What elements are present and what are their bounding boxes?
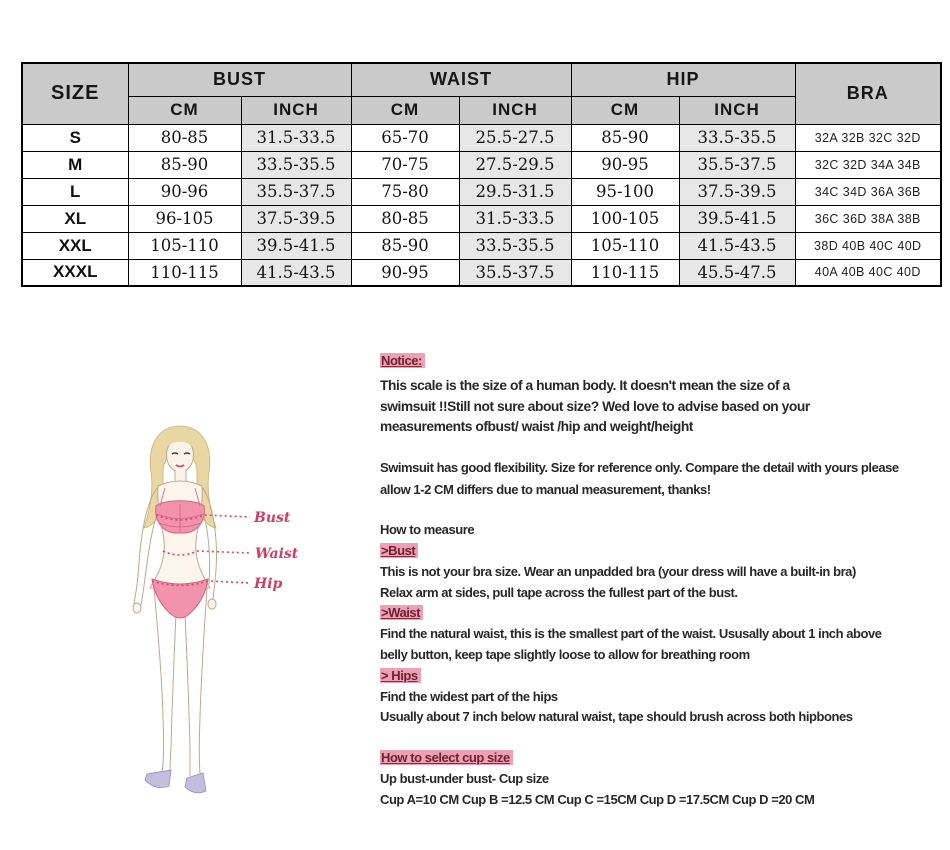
cup-size-heading-line: [380, 748, 938, 769]
bust-cm-cell: 96-105: [128, 205, 241, 232]
size-cell: M: [22, 151, 128, 178]
notice-line-3: measurements ofbust/ waist /hip and weight/height: [380, 419, 693, 435]
waist-instruction-2: belly button, keep tape slightly loose to allow for breathing room: [380, 646, 750, 662]
spacer: [380, 501, 938, 520]
hip-cm-cell: 95-100: [571, 178, 679, 205]
measurement-guide-text: [380, 351, 938, 811]
table-row-l: [22, 178, 941, 205]
waist-inch-cell: 27.5-29.5: [459, 151, 571, 178]
measurement-figure-illustration: [100, 418, 370, 818]
table-row-s: [22, 124, 941, 151]
waist-label: Waist: [255, 546, 299, 562]
bust-label: Bust: [254, 510, 291, 526]
hip-cm-cell: 110-115: [571, 259, 679, 286]
bust-inch-header: INCH: [241, 96, 351, 124]
hip-inch-header: INCH: [679, 96, 795, 124]
bust-inch-cell: 31.5-33.5: [241, 124, 351, 151]
hip-cm-header: CM: [571, 96, 679, 124]
bust-inch-cell: 35.5-37.5: [241, 178, 351, 205]
waist-cm-header: CM: [351, 96, 459, 124]
hip-inch-cell: 39.5-41.5: [679, 205, 795, 232]
cup-size-line-1: Up bust-under bust- Cup size: [380, 770, 549, 786]
flexibility-line-2: allow 1-2 CM differs due to manual measurement, thanks!: [380, 482, 711, 498]
hip-cm-cell: 85-90: [571, 124, 679, 151]
size-cell: S: [22, 124, 128, 151]
size-cell: XXXL: [22, 259, 128, 286]
bust-cm-cell: 110-115: [128, 259, 241, 286]
bust-instruction-2: Relax arm at sides, pull tape across the fullest part of the bust.: [380, 584, 738, 600]
hip-inch-cell: 41.5-43.5: [679, 232, 795, 259]
how-to-measure-heading: How to measure: [380, 522, 475, 538]
notice-heading-line: [380, 351, 938, 372]
figure-left-shoe: [145, 770, 171, 788]
bust-heading-line: [380, 541, 938, 562]
bust-cm-cell: 85-90: [128, 151, 241, 178]
waist-cm-cell: 75-80: [351, 178, 459, 205]
bra-cell: 32C 32D 34A 34B: [795, 151, 941, 178]
hips-heading-line: [380, 666, 938, 687]
waist-inch-cell: 29.5-31.5: [459, 178, 571, 205]
bust-section-heading: >Bust: [380, 543, 418, 558]
bust-instruction-1: This is not your bra size. Wear an unpadded bra (your dress will have a built-in bra): [380, 563, 856, 579]
hip-cm-cell: 100-105: [571, 205, 679, 232]
bra-cell: 32A 32B 32C 32D: [795, 124, 941, 151]
bra-cell: 38D 40B 40C 40D: [795, 232, 941, 259]
waist-cm-cell: 70-75: [351, 151, 459, 178]
size-table: [21, 62, 942, 287]
bust-inch-cell: 37.5-39.5: [241, 205, 351, 232]
bra-cell: 34C 34D 36A 36B: [795, 178, 941, 205]
hip-group-header: HIP: [571, 63, 795, 96]
waist-instruction-1: Find the natural waist, this is the smallest part of the waist. Ususally about 1 inch above: [380, 626, 882, 642]
notice-heading: Notice:: [380, 353, 425, 368]
waist-cm-cell: 85-90: [351, 232, 459, 259]
hips-instruction-1: Find the widest part of the hips: [380, 688, 558, 704]
hip-label: Hip: [254, 576, 283, 592]
hip-cm-cell: 105-110: [571, 232, 679, 259]
bust-inch-cell: 33.5-35.5: [241, 151, 351, 178]
waist-inch-header: INCH: [459, 96, 571, 124]
table-row-m: [22, 151, 941, 178]
waist-cm-cell: 90-95: [351, 259, 459, 286]
bust-inch-cell: 39.5-41.5: [241, 232, 351, 259]
waist-inch-cell: 33.5-35.5: [459, 232, 571, 259]
notice-line-2: swimsuit !!Still not sure about size? Wed love to advise based on your: [380, 398, 810, 414]
bust-group-header: BUST: [128, 63, 351, 96]
hip-inch-cell: 45.5-47.5: [679, 259, 795, 286]
bust-cm-header: CM: [128, 96, 241, 124]
size-cell: XL: [22, 205, 128, 232]
size-cell: L: [22, 178, 128, 205]
size-cell: XXL: [22, 232, 128, 259]
figure-bikini-bottom: [152, 579, 208, 618]
bra-cell: 40A 40B 40C 40D: [795, 259, 941, 286]
hip-inch-cell: 35.5-37.5: [679, 151, 795, 178]
figure-right-shoe: [185, 773, 206, 793]
bust-inch-cell: 41.5-43.5: [241, 259, 351, 286]
bra-column-header: BRA: [795, 63, 941, 124]
waist-section-heading: >Waist: [380, 605, 423, 620]
bra-cell: 36C 36D 38A 38B: [795, 205, 941, 232]
waist-inch-cell: 25.5-27.5: [459, 124, 571, 151]
hips-section-heading: > Hips: [380, 668, 421, 683]
hips-instruction-2: Usually about 7 inch below natural waist, tape should brush across both hipbones: [380, 709, 853, 725]
bust-cm-cell: 80-85: [128, 124, 241, 151]
waist-cm-cell: 80-85: [351, 205, 459, 232]
table-header-row-groups: [22, 63, 941, 96]
table-row-xxxl: [22, 259, 941, 286]
notice-line-1: This scale is the size of a human body. It doesn't mean the size of a: [380, 377, 790, 393]
table-row-xl: [22, 205, 941, 232]
bust-cm-cell: 105-110: [128, 232, 241, 259]
spacer: [380, 438, 938, 457]
size-column-header: SIZE: [22, 63, 128, 124]
figure-neck: [175, 470, 186, 482]
hip-inch-cell: 33.5-35.5: [679, 124, 795, 151]
hip-cm-cell: 90-95: [571, 151, 679, 178]
waist-inch-cell: 31.5-33.5: [459, 205, 571, 232]
flexibility-line-1: Swimsuit has good flexibility. Size for reference only. Compare the detail with yours please: [380, 460, 899, 476]
waist-inch-cell: 35.5-37.5: [459, 259, 571, 286]
waist-cm-cell: 65-70: [351, 124, 459, 151]
bust-cm-cell: 90-96: [128, 178, 241, 205]
waist-heading-line: [380, 603, 938, 624]
hip-inch-cell: 37.5-39.5: [679, 178, 795, 205]
waist-group-header: WAIST: [351, 63, 571, 96]
cup-size-heading: How to select cup size: [380, 750, 513, 765]
table-row-xxl: [22, 232, 941, 259]
cup-size-line-2: Cup A=10 CM Cup B =12.5 CM Cup C =15CM Cup D =17.5CM Cup D =20 CM: [380, 791, 815, 807]
figure-torso: [150, 481, 210, 588]
spacer: [380, 728, 938, 748]
